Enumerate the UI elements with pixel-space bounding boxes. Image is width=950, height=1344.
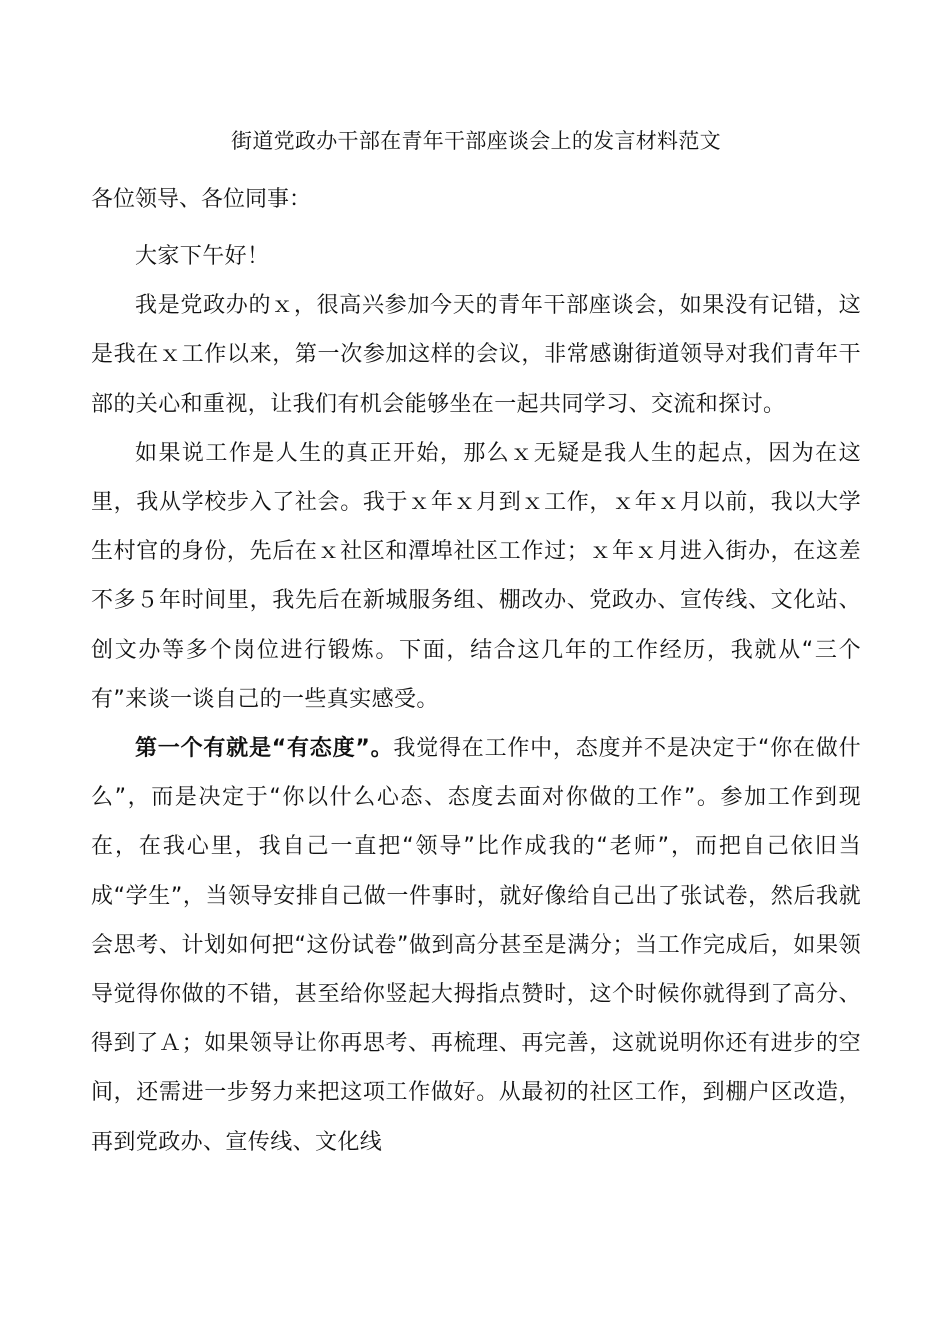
paragraph-text: 如果说工作是人生的真正开始，那么ｘ无疑是我人生的起点，因为在这里，我从学校步入了社会。我于ｘ年ｘ月到ｘ工作，ｘ年ｘ月以前，我以大学生村官的身份，先后在ｘ社区和潭埠社区工作过；ｘ年ｘ月进入街办，在这差不多５年时间里，我先后在新城服务组、棚改办、党政办、宣传线、文化站、创文办等多个岗位进行锻炼。下面，结合这几年的工作经历，我就从“三个有”来谈一谈自己的一些真实感受。	[91, 440, 861, 712]
paragraph-attitude	[91, 724, 861, 1167]
document-page	[91, 0, 861, 1344]
paragraph-introduction	[91, 281, 861, 429]
paragraph-text: 大家下午好！	[135, 244, 270, 269]
paragraph-background	[91, 429, 861, 724]
paragraph-text: 我是党政办的ｘ，很高兴参加今天的青年干部座谈会，如果没有记错，这是我在ｘ工作以来，第一次参加这样的会议，非常感谢街道领导对我们青年干部的关心和重视，让我们有机会能够坐在一起共同学习、交流和探讨。	[91, 293, 861, 417]
salutation: 各位领导、各位同事：	[91, 187, 312, 212]
paragraph-heading-bold: 第一个有就是“有态度”。	[135, 736, 394, 762]
document-body	[91, 232, 861, 1167]
document-title: 街道党政办干部在青年干部座谈会上的发言材料范文	[231, 129, 721, 153]
paragraph-text: 我觉得在工作中，态度并不是决定于“你在做什么”，而是决定于“你以什么心态、态度去面对你做的工作”。参加工作到现在，在我心里，我自己一直把“领导”比作成我的“老师”，而把自己依旧当成“学生”，当领导安排自己做一件事时，就好像给自己出了张试卷，然后我就会思考、计划如何把“这份试卷”做到高分甚至是满分；当工作完成后，如果领导觉得你做的不错，甚至给你竖起大拇指点赞时，这个时候你就得到了高分、得到了Ａ；如果领导让你再思考、再梳理、再完善，这就说明你还有进步的空间，还需进一步努力来把这项工作做好。从最初的社区工作，到棚户区改造，再到党政办、宣传线、文化线	[91, 736, 861, 1155]
paragraph-greeting	[91, 232, 861, 281]
